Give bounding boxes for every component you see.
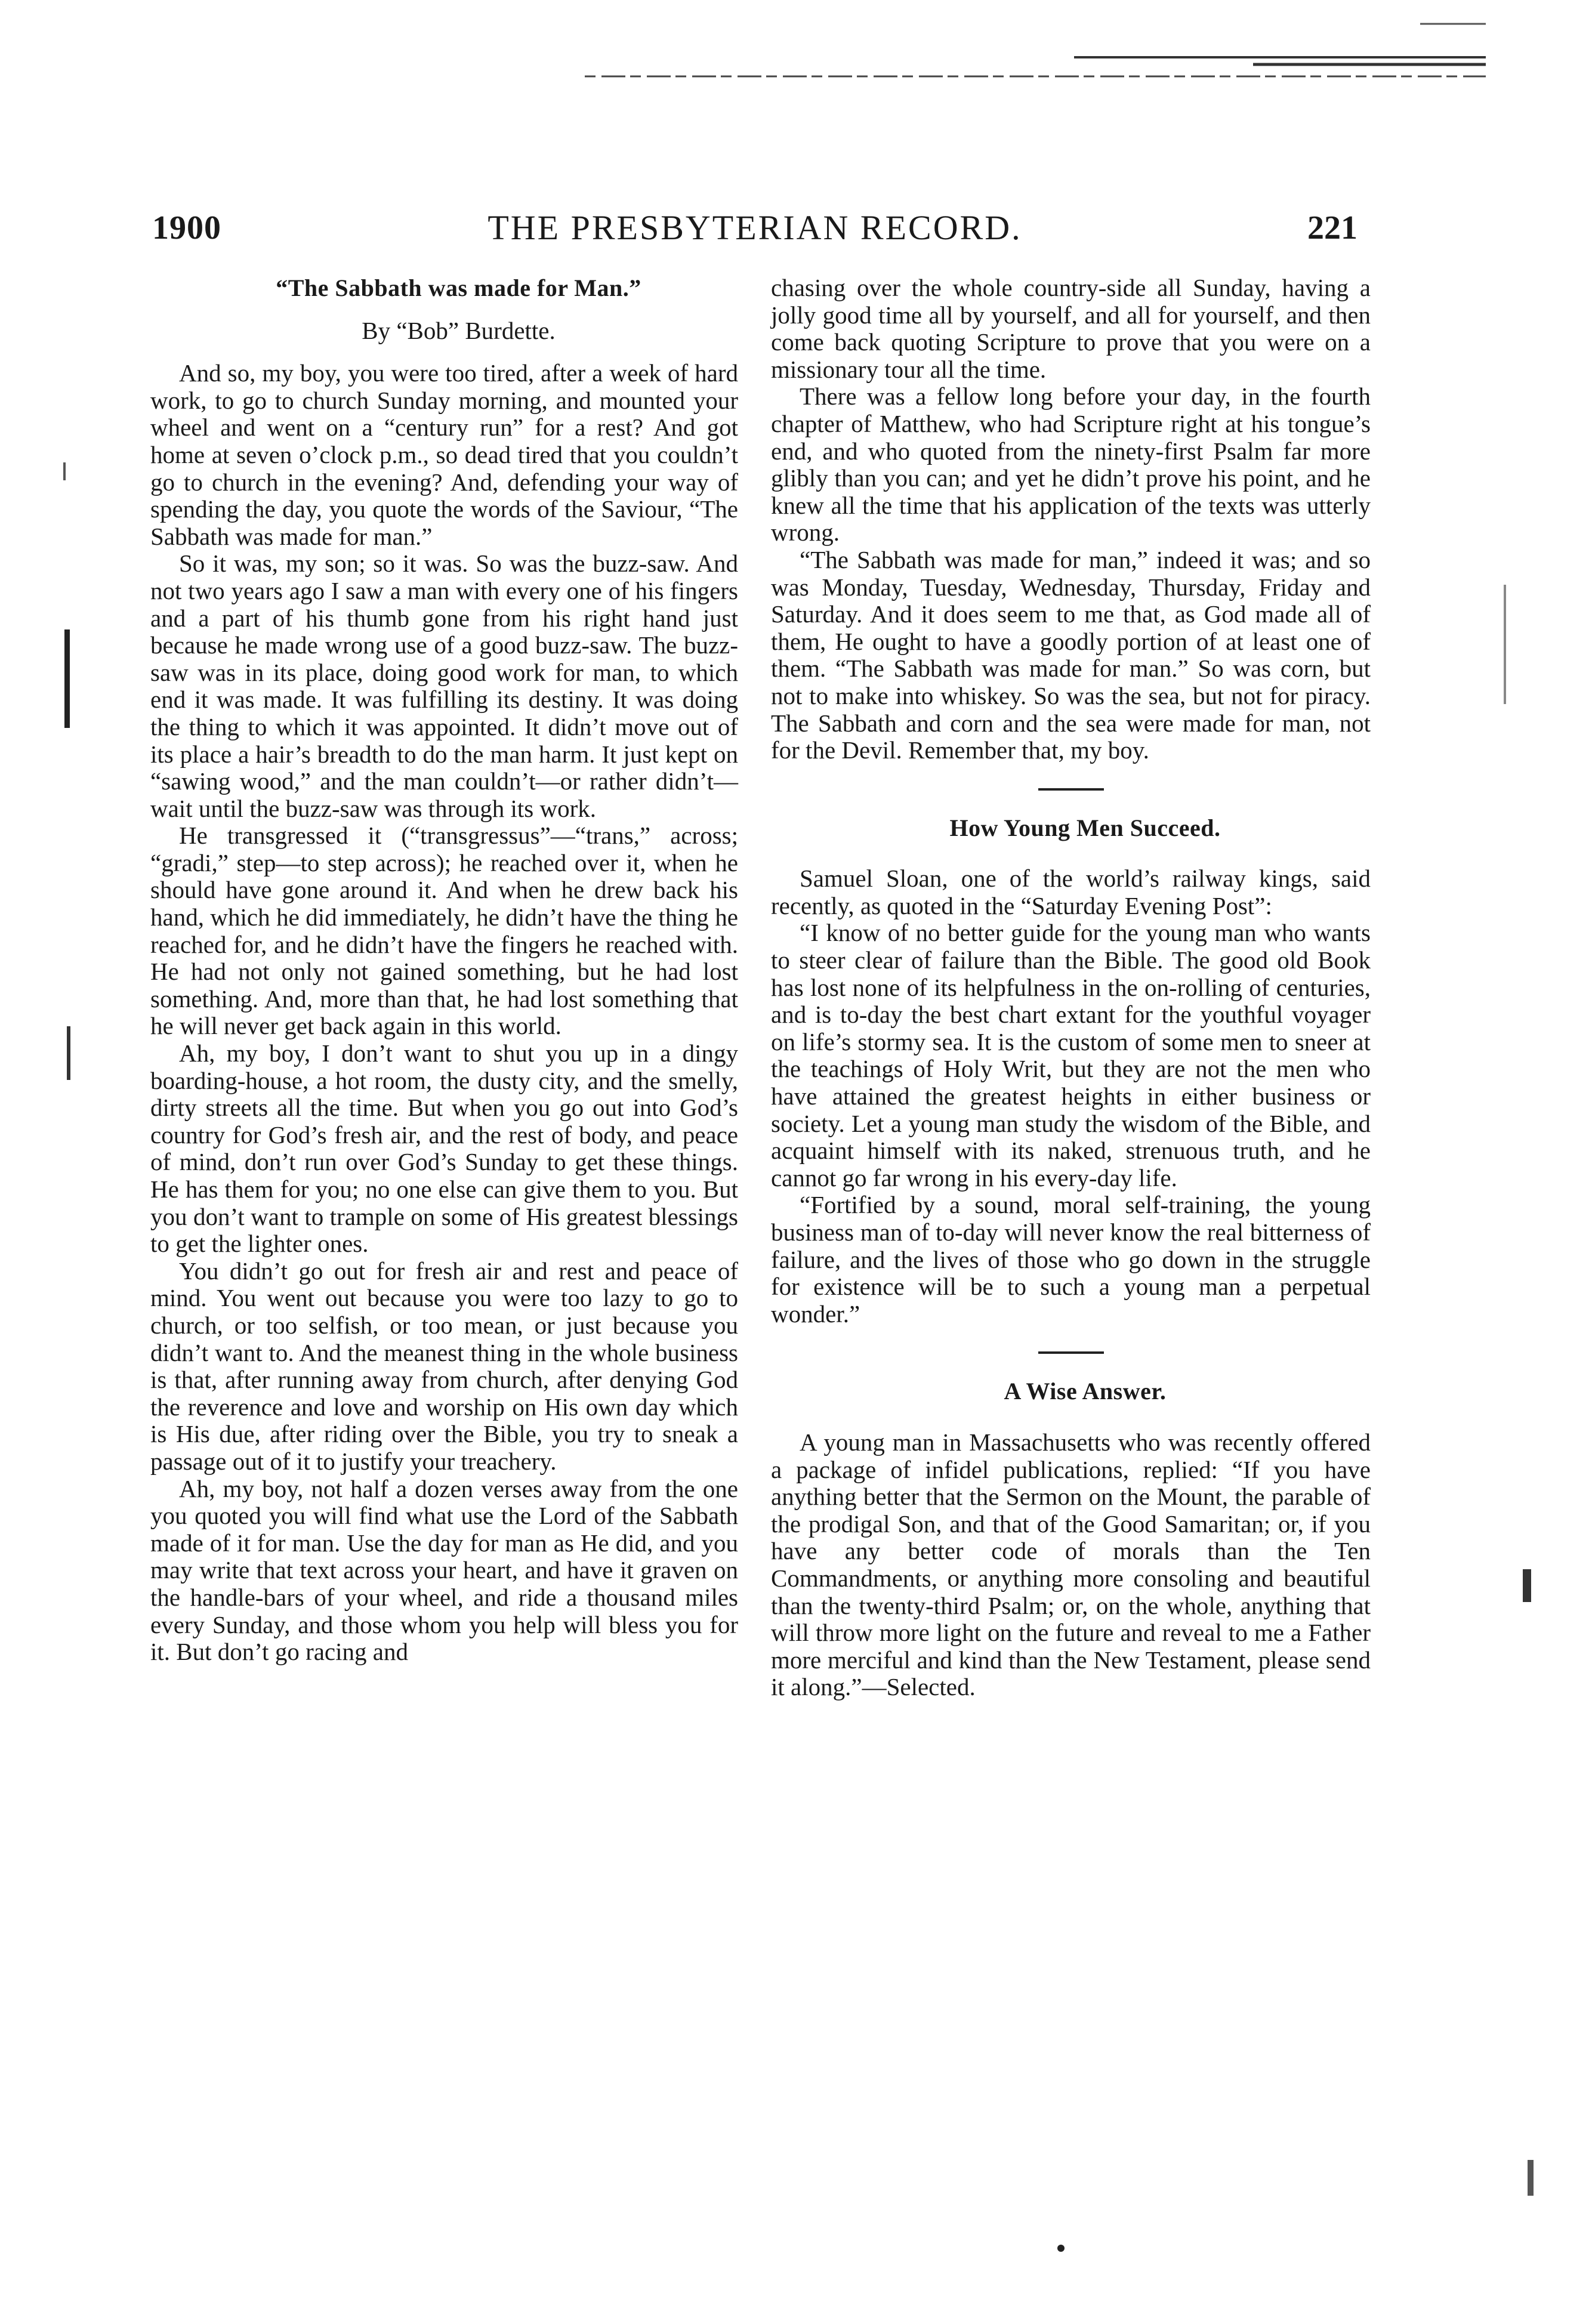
article-paragraph: Ah, my boy, I don’t want to shut you up in a dingy boarding-house, a hot room, the dusty city, and the smelly, dirty streets all the time. But when you go out into God’s country for God’s fresh air, and the rest of body, and peace of mind, don’t run over God’s Sunday to get these things. He has them for you; no one else can give them to you. But you don’t want to trample on some of His greatest blessings to get the lighter ones. (150, 1039, 738, 1258)
page-header (152, 197, 1357, 257)
article-paragraph: “Fortified by a sound, moral self-training, the young business man of to-day will never know the real bitterness of failure, and the lives of those who go down in the struggle for existence will be to such a young man a perpetual wonder.” (771, 1191, 1371, 1328)
article-title-young-men: How Young Men Succeed. (949, 814, 1221, 841)
article-paragraph: And so, my boy, you were too tired, after a week of hard work, to go to church Sunday morning, and mounted your wheel and went on a “century run” for a rest? And got home at seven o’clock p.m., so dead tired that you couldn’t go to church in the evening? And, defending your way of spending the day, you quote the words of the Saviour, “The Sabbath was made for man.” (150, 359, 738, 550)
article-paragraph: He transgressed it (“transgressus”—“trans,” across; “gradi,” step—to step across); he reached over it, when he should have gone around it. And when he drew back his hand, which he did immediately, he didn’t have the thing he reached for, and he didn’t have the fingers he reached with. He had not only not gained something, but he had lost something. And, more than that, he had lost something that he will never get back again in this world. (150, 822, 738, 1040)
article-paragraph: You didn’t go out for fresh air and rest and peace of mind. You went out because you were too lazy to go to church, or too selfish, or too mean, or just because you didn’t want to. And the meanest thing in the whole business is that, after running away from church, after denying God the reverence and love and worship on His own day which is His due, after riding over the Bible, you try to sneak a passage out of it to justify your treachery. (150, 1257, 738, 1475)
article-paragraph: Samuel Sloan, one of the world’s railway kings, said recently, as quoted in the “Saturday Evening Post”: (771, 865, 1371, 919)
right-column (771, 274, 1371, 1701)
issue-year: 1900 (152, 209, 221, 246)
article-title-sabbath: “The Sabbath was made for Man.” (276, 274, 641, 301)
article-paragraph: There was a fellow long before your day, in the fourth chapter of Matthew, who had Scripture right at his tongue’s end, and who quoted from the ninety-first Psalm far more glibly than you can; and yet he didn’t prove his point, and he knew all the time that his application of the texts was utterly wrong. (771, 382, 1371, 547)
article-paragraph-continued: chasing over the whole country-side all Sunday, having a jolly good time all by yourself, and all for yourself, and then come back quoting Scripture to prove that you were on a missionary tour all the time. (771, 274, 1371, 383)
article-paragraph: A young man in Massachusetts who was recently offered a package of infidel publications, replied: “If you have anything better that the Sermon on the Mount, the parable of the prodigal Son, and that of the Good Samaritan; or, if you have any better code of morals than the Ten Commandments, or anything more consoling and beautiful than the twenty-third Psalm; or, on the whole, anything that will throw more light on the future and reveal to me a Father more merciful and kind than the New Testament, please send it along.”—Selected. (771, 1428, 1371, 1701)
article-byline: By “Bob” Burdette. (362, 316, 556, 344)
publication-title: THE PRESBYTERIAN RECORD. (488, 208, 1022, 247)
left-column (150, 274, 738, 1666)
top-border-rules (0, 0, 1592, 84)
article-paragraph: Ah, my boy, not half a dozen verses away from the one you quoted you will find what use the Lord of the Sabbath made of it for man. Use the day for man as He did, and you may write that text across your heart, and have it graven on the handle-bars of your wheel, and ride a thousand miles every Sunday, and those whom you help will bless you for it. But don’t go racing and (150, 1474, 738, 1666)
article-paragraph: So it was, my son; so it was. So was the buzz-saw. And not two years ago I saw a man with every one of his fingers and a part of his thumb gone from his right hand just because he made wrong use of a good buzz-saw. The buzz-saw was in its place, doing good work for man, to which end it was made. It was fulfilling its destiny. It was doing the thing to which it was appointed. It didn’t move out of its place a hair’s breadth to do the man harm. It just kept on “sawing wood,” and the man couldn’t—or rather didn’t—wait until the buzz-saw was through its work. (150, 550, 738, 822)
article-paragraph: “The Sabbath was made for man,” indeed it was; and so was Monday, Tuesday, Wednesday, Thursday, Friday and Saturday. And it does seem to me that, as God made all of them, He ought to have a goodly portion of at least one of them. “The Sabbath was made for man.” So was corn, but not to make into whiskey. So was the sea, but not for piracy. The Sabbath and corn and the sea were made for man, not for the Devil. Remember that, my boy. (771, 545, 1371, 764)
article-title-wise-answer: A Wise Answer. (1004, 1378, 1167, 1405)
article-paragraph: “I know of no better guide for the young man who wants to steer clear of failure than the Bible. The good old Book has lost none of its helpfulness in the on-rolling of centuries, and is to-day the best chart extant for the youthful voyager on life’s stormy sea. It is the custom of some men to sneer at the teachings of Holy Writ, but they are not the men who have attained the greatest heights in either business or society. Let a young man study the wisdom of the Bible, and acquaint himself with its naked, strenuous truth, and he cannot go far wrong in his every-day life. (771, 919, 1371, 1192)
page-number: 221 (1307, 209, 1357, 246)
